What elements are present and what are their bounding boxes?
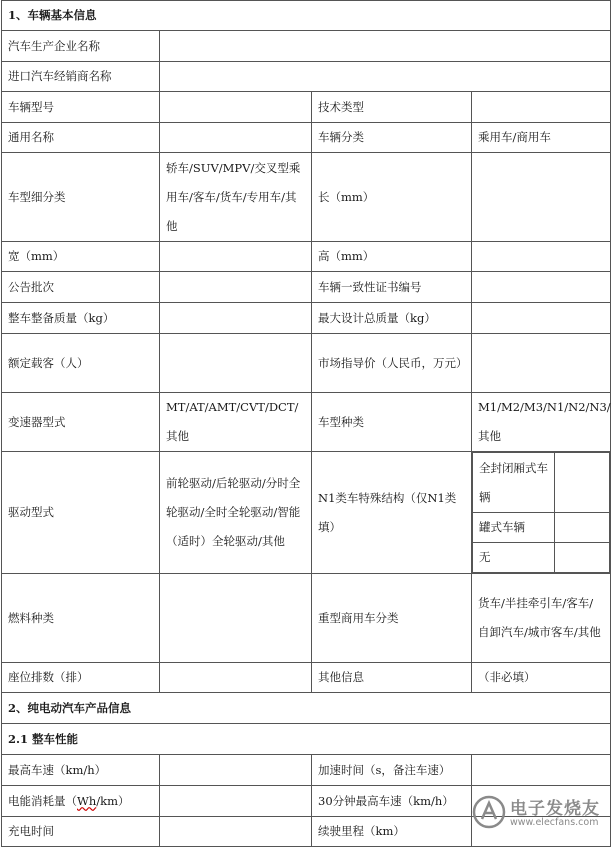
section-2-title: 2、纯电动汽车产品信息 — [2, 693, 611, 724]
value-subdivision: 轿车/SUV/MPV/交叉型乘用车/客车/货车/专用车/其他 — [160, 153, 312, 242]
value-transmission: MT/AT/AMT/CVT/DCT/其他 — [160, 393, 312, 452]
vehicle-info-form — [1, 0, 611, 847]
label-common-name: 通用名称 — [2, 123, 160, 153]
label-length: 长（mm） — [312, 153, 472, 242]
section-1-title: 1、车辆基本信息 — [2, 1, 611, 31]
value-charge-time — [160, 817, 312, 847]
label-rated-passengers: 额定载客（人） — [2, 334, 160, 393]
label-other-info: 其他信息 — [312, 663, 472, 693]
label-heavy-commercial: 重型商用车分类 — [312, 574, 472, 663]
elecfans-logo-icon — [472, 795, 506, 829]
value-announcement-batch — [160, 272, 312, 303]
label-height: 高（mm） — [312, 242, 472, 272]
label-n1-special: N1类车特殊结构（仅N1类填） — [312, 452, 472, 574]
watermark-url: www.elecfans.com — [510, 817, 599, 828]
value-coc-number — [472, 272, 611, 303]
label-transmission: 变速器型式 — [2, 393, 160, 452]
value-seat-rows — [160, 663, 312, 693]
n1-option-none-value — [555, 543, 610, 573]
label-msrp: 市场指导价（人民币，万元） — [312, 334, 472, 393]
energy-consumption-post: /km） — [96, 793, 130, 808]
value-width — [160, 242, 312, 272]
value-msrp — [472, 334, 611, 393]
value-vehicle-class: 乘用车/商用车 — [472, 123, 611, 153]
watermark — [472, 793, 602, 835]
label-charge-time: 充电时间 — [2, 817, 160, 847]
label-importer: 进口汽车经销商名称 — [2, 62, 160, 92]
energy-consumption-unit: Wh — [77, 793, 97, 808]
n1-option-enclosed: 全封闭厢式车辆 — [473, 453, 555, 513]
n1-option-tank-value — [555, 513, 610, 543]
value-fuel-type — [160, 574, 312, 663]
value-curb-mass — [160, 303, 312, 334]
value-max-total-mass — [472, 303, 611, 334]
value-common-name — [160, 123, 312, 153]
label-coc-number: 车辆一致性证书编号 — [312, 272, 472, 303]
label-subdivision: 车型细分类 — [2, 153, 160, 242]
value-energy-consumption — [160, 786, 312, 817]
value-heavy-commercial: 货车/半挂牵引车/客车/自卸汽车/城市客车/其他 — [472, 574, 611, 663]
label-drive-type: 驱动型式 — [2, 452, 160, 574]
label-seat-rows: 座位排数（排） — [2, 663, 160, 693]
n1-option-tank: 罐式车辆 — [473, 513, 555, 543]
value-vehicle-model — [160, 92, 312, 123]
label-vehicle-class: 车辆分类 — [312, 123, 472, 153]
value-tech-type — [472, 92, 611, 123]
label-curb-mass: 整车整备质量（kg） — [2, 303, 160, 334]
value-manufacturer — [160, 31, 611, 62]
label-energy-consumption — [2, 786, 160, 817]
value-rated-passengers — [160, 334, 312, 393]
value-other-info: （非必填） — [472, 663, 611, 693]
label-announcement-batch: 公告批次 — [2, 272, 160, 303]
label-body-category: 车型种类 — [312, 393, 472, 452]
energy-consumption-pre: 电能消耗量（ — [8, 793, 77, 808]
value-drive-type: 前轮驱动/后轮驱动/分时全轮驱动/全时全轮驱动/智能（适时）全轮驱动/其他 — [160, 452, 312, 574]
label-max-total-mass: 最大设计总质量（kg） — [312, 303, 472, 334]
label-max-speed-30min: 30分钟最高车速（km/h） — [312, 786, 472, 817]
label-range: 续驶里程（km） — [312, 817, 472, 847]
n1-option-enclosed-value — [555, 453, 610, 513]
n1-option-none: 无 — [473, 543, 555, 573]
label-tech-type: 技术类型 — [312, 92, 472, 123]
watermark-text: 电子发烧友 — [510, 799, 600, 819]
value-length — [472, 153, 611, 242]
n1-special-options — [472, 452, 611, 574]
value-importer — [160, 62, 611, 92]
value-height — [472, 242, 611, 272]
value-max-speed — [160, 755, 312, 786]
label-accel-time: 加速时间（s，备注车速） — [312, 755, 472, 786]
value-accel-time — [472, 755, 611, 786]
value-body-category: M1/M2/M3/N1/N2/N3/其他 — [472, 393, 611, 452]
label-manufacturer: 汽车生产企业名称 — [2, 31, 160, 62]
section-2-1-title: 2.1 整车性能 — [2, 724, 611, 755]
label-max-speed: 最高车速（km/h） — [2, 755, 160, 786]
label-fuel-type: 燃料种类 — [2, 574, 160, 663]
label-width: 宽（mm） — [2, 242, 160, 272]
label-vehicle-model: 车辆型号 — [2, 92, 160, 123]
